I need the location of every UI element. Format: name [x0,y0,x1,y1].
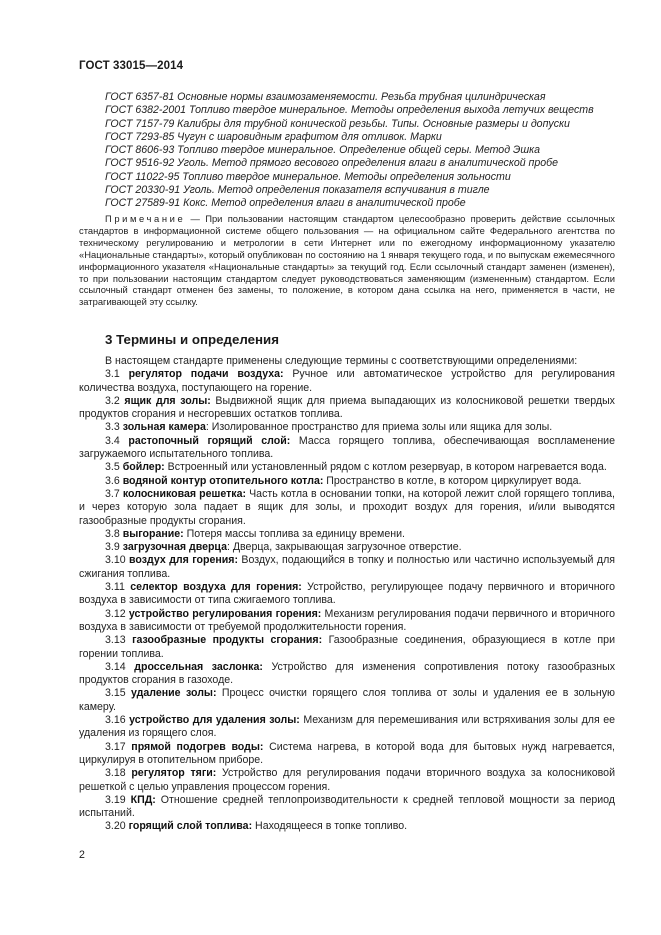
term-number: 3.8 [105,527,120,540]
term-name: бойлер: [122,461,165,474]
term-definition: Отношение средней теплопроизводительности к средней тепловой мощности за период испытаний. [79,793,615,820]
term-definition: Ручное или автоматическое устройство для регулирования количества воздуха, поступающего на горение. [79,368,615,394]
term-number: 3.12 [105,607,126,620]
term-definition: Масса горящего топлива, обеспечивающая воспламенение загружаемого испытательного топлива. [79,434,615,461]
reference-item: ГОСТ 11022-95 Топливо твердое минеральное. Методы определения зольности [105,170,511,183]
term-name: выгорание: [122,527,184,540]
term-number: 3.15 [105,687,126,700]
term-name: удаление золы: [131,687,217,700]
term-number: 3.7 [105,487,120,500]
term-name: ящик для золы: [124,394,211,407]
term-3-7 [79,488,615,528]
term-name: водяной контур отопительного котла: [122,474,324,487]
term-name: КПД: [130,793,156,806]
reference-item: ГОСТ 27589-91 Кокс. Метод определения влаги в аналитической пробе [105,197,466,210]
term-number: 3.5 [105,461,120,474]
term-3-8 [79,528,615,541]
reference-item: ГОСТ 8606-93 Топливо твердое минеральное. Определение общей серы. Метод Эшка [105,144,541,157]
term-definition: Часть котла в основании топки, на которой лежит слой горящего топлива, и через которую зола падает в ящик для золы, и проходит воздух для горения, и/или выводятся газообразные продукты сгорания. [79,487,615,527]
reference-item: ГОСТ 6382-2001 Топливо твердое минеральное. Методы определения выхода летучих веществ [105,104,594,117]
term-number: 3.3 [105,421,120,434]
term-number: 3.20 [105,820,126,833]
term-number: 3.18 [105,767,126,780]
term-3-19 [79,794,615,821]
term-number: 3.6 [105,474,120,487]
term-3-13 [79,634,615,661]
term-number: 3.16 [105,714,126,727]
term-3-17 [79,741,615,768]
normative-references-list [105,91,615,211]
term-3-16 [79,714,615,741]
reference-item: ГОСТ 9516-92 Уголь. Метод прямого весового определения влаги в аналитической пробе [105,157,559,170]
term-definition: Процесс очистки горящего слоя топлива от золы и удаления ее в зольную камеру. [79,687,615,713]
reference-item: ГОСТ 6357-81 Основные нормы взаимозаменяемости. Резьба трубная цилиндрическая [105,91,546,103]
term-definition: Пространство в котле, в котором циркулирует вода. [323,474,582,487]
term-3-2 [79,395,615,422]
term-definition: Встроенный или установленный рядом с котлом резервуар, в котором нагревается вода. [164,461,607,474]
term-3-11 [79,581,615,608]
term-3-6 [79,475,615,488]
note-label: Примечание [105,213,186,224]
term-definition: : Дверца, закрывающая загрузочное отверстие. [226,541,462,554]
term-3-18 [79,767,615,794]
term-3-5 [79,461,615,474]
section-intro: В настоящем стандарте применены следующие термины с соответствующими определениями: [105,355,578,367]
reference-item: ГОСТ 7293-85 Чугун с шаровидным графитом для отливок. Марки [105,130,442,143]
term-number: 3.9 [105,541,120,554]
reference-item: ГОСТ 20330-91 Уголь. Метод определения показателя вспучивания в тигле [105,184,490,197]
term-definition: Устройство для изменения сопротивления потоку газообразных продуктов сгорания в газоходе. [79,660,615,687]
term-name: селектор воздуха для горения: [130,581,302,594]
term-name: растопочный горящий слой: [128,434,291,447]
term-definition: Находящееся в топке топливо. [252,820,408,833]
term-definition: Газообразные соединения, образующиеся в котле при горении топлива. [79,634,615,660]
section-body [79,355,615,834]
term-3-4 [79,435,615,462]
term-number: 3.11 [105,581,125,594]
term-definition: Потеря массы топлива за единицу времени. [183,527,405,540]
document-header: ГОСТ 33015—2014 [79,60,184,72]
term-3-20 [79,820,615,833]
term-number: 3.17 [105,740,126,753]
term-definition: Устройство для регулирования подачи вторичного воздуха за колосниковой решеткой с целью управления процессом горения. [79,767,615,793]
note-text: — При пользовании настоящим стандартом целесообразно проверить действие ссылочных стандартов в информационной системе общего пользования — на официальном сайте Федерального агентства по техническому регулированию и метрологии в сети Интернет или по ежегодному информационному указателю «Национальные стандарты», который опубликован по состоянию на 1 января текущего года, и по выпускам ежемесячного информационного указателя «Национальные стандарты» за текущий год. Если ссылочный стандарт заменен (изменен), то при пользовании настоящим стандартом следует руководствоваться заменяющим (измененным) стандартом. Если ссылочный стандарт отменен без замены, то положение, в котором дана ссылка на него, применяется в части, не затрагивающей эту ссылку. [79,213,615,308]
term-number: 3.14 [105,660,126,673]
term-definition: Выдвижной ящик для приема выпадающих из колосниковой решетки твердых продуктов сгорания и несгоревших остатков топлива. [79,394,615,421]
page-number: 2 [79,849,85,861]
term-3-3 [79,421,615,434]
reference-item: ГОСТ 7157-79 Калибры для трубной конической резьбы. Типы. Основные размеры и допуски [105,117,570,130]
term-definition: Механизм регулирования подачи первичного и вторичного воздуха в зависимости от требуемой продолжительности горения. [79,607,615,633]
term-name: устройство регулирования горения: [128,607,322,620]
term-name: колосниковая решетка: [122,487,246,500]
term-name: горящий слой топлива: [128,820,253,833]
note-paragraph [79,213,615,308]
term-3-15 [79,687,615,714]
term-number: 3.19 [105,793,126,806]
term-3-14 [79,661,615,688]
term-name: дроссельная заслонка: [134,660,263,673]
term-name: воздух для горения: [129,554,238,567]
term-3-12 [79,608,615,635]
term-definition: : Изолированное пространство для приема золы или ящика для золы. [205,421,553,434]
term-name: регулятор тяги: [131,767,217,780]
term-3-9 [79,541,615,554]
term-number: 3.4 [105,434,120,447]
term-definition: Система нагрева, в которой вода для бытовых нужд нагревается, циркулируя в отопительном приборе. [79,740,615,766]
term-name: регулятор подачи воздуха: [128,368,284,381]
term-number: 3.1 [105,368,120,381]
term-number: 3.2 [105,394,120,407]
term-number: 3.10 [105,554,126,567]
term-name: загрузочная дверца [122,541,227,554]
section-title: 3 Термины и определения [105,332,279,347]
term-definition: Механизм для перемешивания или встряхивания золы для ее удаления из горящего слоя. [79,714,615,740]
term-number: 3.13 [105,634,126,647]
term-name: прямой подогрев воды: [131,740,264,753]
term-definition: Устройство, регулирующее подачу первичного и вторичного воздуха в зависимости от типа сжигаемого топлива. [79,581,615,607]
term-name: газообразные продукты сгорания: [132,634,323,647]
term-3-10 [79,554,615,581]
term-name: устройство для удаления золы: [129,714,300,727]
term-definition: Воздух, подающийся в топку и полностью или частично используемый для сжигания топлива. [79,554,615,580]
term-name: зольная камера [122,421,206,434]
term-3-1 [79,368,615,395]
